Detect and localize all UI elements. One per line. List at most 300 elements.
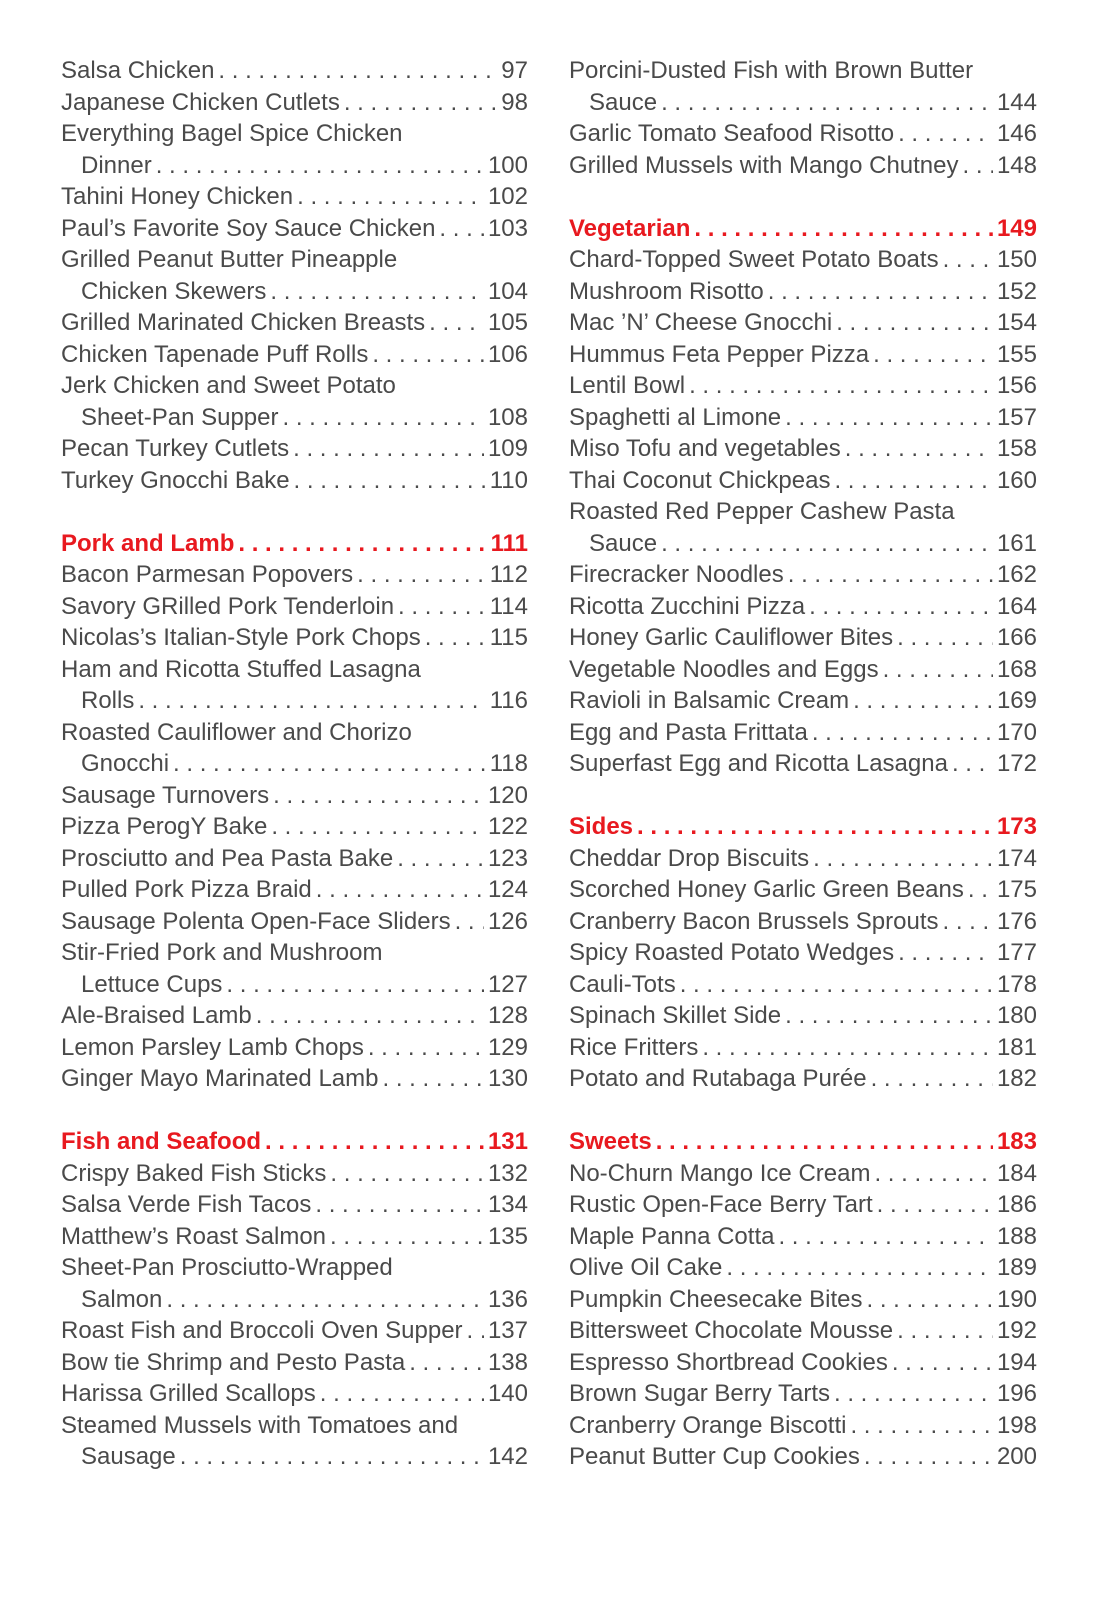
toc-entry-line (569, 1158, 1037, 1190)
dot-leader (836, 307, 993, 339)
toc-entry-title: Sides (569, 813, 634, 840)
toc-entry (569, 591, 1037, 623)
toc-entry (569, 276, 1037, 308)
page-number: 160 (996, 466, 1037, 494)
toc-entry-line (569, 1189, 1037, 1221)
page-number: 100 (487, 151, 528, 179)
toc-entry-line (569, 1378, 1037, 1410)
dot-leader (138, 685, 485, 717)
dot-leader (315, 1189, 484, 1221)
toc-entry-title: Grilled Mussels with Mango Chutney (569, 151, 959, 179)
toc-entry-title: No-Churn Mango Ice Cream (569, 1159, 871, 1187)
dot-leader (218, 55, 497, 87)
toc-entry-title: Harissa Grilled Scallops (61, 1380, 316, 1407)
page-number: 184 (996, 1159, 1037, 1187)
page-number: 156 (996, 372, 1037, 399)
page-number: 188 (996, 1222, 1037, 1250)
page-number: 182 (996, 1065, 1037, 1092)
toc-entry-line (569, 1284, 1037, 1316)
toc-entry-line (569, 906, 1037, 938)
page-number: 130 (487, 1065, 528, 1092)
dot-leader (330, 1221, 484, 1253)
toc-entry (569, 1347, 1037, 1379)
dot-leader (271, 811, 484, 843)
toc-entry-title-continued: Sauce (589, 88, 658, 116)
toc-entry-line (61, 1032, 528, 1064)
page-number: 105 (487, 309, 528, 336)
toc-entry-title: Bittersweet Chocolate Mousse (569, 1317, 894, 1344)
toc-entry-title: Ginger Mayo Marinated Lamb (61, 1065, 379, 1092)
toc-entry (61, 591, 528, 623)
toc-entry-line (569, 969, 1037, 1001)
toc-entry (61, 1252, 528, 1315)
toc-entry-line (61, 1189, 528, 1221)
toc-entry (569, 559, 1037, 591)
toc-entry-line (61, 1347, 528, 1379)
toc-entry-line (569, 717, 1037, 749)
toc-entry-line (569, 1000, 1037, 1032)
toc-entry (61, 55, 528, 87)
dot-leader (439, 213, 484, 245)
toc-entry (61, 1063, 528, 1095)
toc-entry-line (569, 370, 1037, 402)
toc-entry-title: Scorched Honey Garlic Green Beans (569, 876, 964, 903)
dot-leader (845, 433, 993, 465)
toc-entry-line (569, 591, 1037, 623)
toc-entry-title: Japanese Chicken Cutlets (61, 88, 340, 116)
toc-entry-title: Spicy Roasted Potato Wedges (569, 939, 895, 966)
dot-leader (398, 591, 486, 623)
toc-entry (569, 1284, 1037, 1316)
toc-entry-title: Hummus Feta Pepper Pizza (569, 340, 870, 368)
toc-entry-line (61, 150, 528, 182)
page-number: 192 (996, 1317, 1037, 1344)
page-number: 122 (487, 813, 528, 840)
toc-entry (61, 118, 528, 181)
toc-entry-title: Spaghetti al Limone (569, 403, 782, 431)
toc-entry (61, 1410, 528, 1473)
toc-entry-title: Salsa Verde Fish Tacos (61, 1191, 312, 1218)
toc-entry-title: Vegetable Noodles and Eggs (569, 655, 879, 683)
page-number: 146 (996, 120, 1037, 147)
toc-entry (569, 150, 1037, 182)
toc-entry-title: Jerk Chicken and Sweet Potato (61, 372, 396, 399)
toc-entry-line (61, 465, 528, 497)
page-number: 112 (489, 561, 528, 588)
toc-entry-line (61, 1441, 528, 1473)
page-number: 161 (996, 529, 1037, 557)
page-number: 135 (487, 1222, 528, 1250)
toc-entry-line (61, 1221, 528, 1253)
dot-leader (455, 906, 484, 938)
page-number: 142 (487, 1443, 528, 1470)
section-heading-vegetarian (569, 213, 1037, 245)
toc-entry (61, 465, 528, 497)
page-number: 196 (996, 1380, 1037, 1407)
toc-entry-line (569, 1410, 1037, 1442)
toc-entry-line (61, 402, 528, 434)
toc-entry (61, 622, 528, 654)
toc-entry-title: Espresso Shortbread Cookies (569, 1348, 888, 1376)
page-number: 172 (996, 750, 1037, 777)
toc-entry (61, 780, 528, 812)
dot-leader (853, 685, 993, 717)
page-number: 140 (487, 1380, 528, 1407)
dot-leader (273, 780, 484, 812)
dot-leader (294, 465, 486, 497)
toc-entry-line (569, 87, 1037, 119)
page-number: 175 (996, 876, 1037, 903)
toc-entry-line (569, 1221, 1037, 1253)
toc-entry (569, 1221, 1037, 1253)
toc-entry-title: Pizza PerogY Bake (61, 813, 268, 840)
toc-entry-line (61, 748, 528, 780)
page-number: 123 (487, 844, 528, 872)
toc-entry (569, 1441, 1037, 1473)
toc-entry-line (61, 1315, 528, 1347)
dot-leader (297, 181, 484, 213)
toc-entry-title: Bow tie Shrimp and Pesto Pasta (61, 1348, 406, 1376)
toc-entry-title: Everything Bagel Spice Chicken (61, 120, 403, 147)
toc-entry-title: Cauli-Tots (569, 970, 676, 998)
toc-entry-title-continued: Lettuce Cups (81, 970, 223, 998)
toc-entry-line (61, 55, 528, 87)
toc-entry (61, 1032, 528, 1064)
page-number: 114 (489, 592, 528, 620)
page-number: 124 (487, 876, 528, 903)
toc-entry-title: Sausage Turnovers (61, 781, 270, 809)
page-number: 131 (487, 1128, 528, 1155)
toc-entry-line (569, 213, 1037, 245)
dot-leader (778, 1221, 992, 1253)
dot-leader (963, 150, 993, 182)
toc-entry (569, 654, 1037, 686)
page-number: 132 (487, 1159, 528, 1187)
page-number: 173 (996, 813, 1037, 840)
dot-leader (156, 150, 484, 182)
toc-entry-line (61, 969, 528, 1001)
toc-entry-line (61, 622, 528, 654)
page-number: 106 (487, 340, 528, 368)
dot-leader (368, 1032, 484, 1064)
dot-leader (429, 307, 484, 339)
page-number: 148 (996, 151, 1037, 179)
toc-entry-line (61, 276, 528, 308)
toc-entry-title: Pulled Pork Pizza Braid (61, 876, 312, 903)
dot-leader (226, 969, 484, 1001)
page-number: 111 (490, 529, 528, 557)
dot-leader (661, 87, 993, 119)
toc-entry-line (61, 213, 528, 245)
page-number: 103 (487, 214, 528, 242)
toc-entry (61, 87, 528, 119)
toc-entry (569, 307, 1037, 339)
toc-entry (569, 244, 1037, 276)
toc-entry-line (61, 1063, 528, 1095)
toc-entry-title: Garlic Tomato Seafood Risotto (569, 120, 895, 147)
toc-entry (61, 811, 528, 843)
dot-leader (270, 276, 484, 308)
toc-entry-line (569, 244, 1037, 276)
toc-entry-title: Chicken Tapenade Puff Rolls (61, 340, 369, 368)
toc-entry-line (61, 874, 528, 906)
page-number: 116 (489, 687, 528, 714)
dot-leader (265, 1126, 484, 1158)
toc-entry-line (569, 307, 1037, 339)
page-number: 115 (489, 624, 528, 651)
page-number: 129 (487, 1033, 528, 1061)
toc-entry-line (569, 622, 1037, 654)
toc-entry-title: Olive Oil Cake (569, 1254, 723, 1281)
toc-entry-title: Cranberry Bacon Brussels Sprouts (569, 907, 939, 935)
toc-entry-title: Stir-Fried Pork and Mushroom (61, 939, 383, 966)
toc-entry-title: Sweets (569, 1128, 652, 1155)
toc-entry-line (569, 339, 1037, 371)
dot-leader (656, 1126, 993, 1158)
dot-leader (864, 1441, 993, 1473)
toc-entry-line (569, 1032, 1037, 1064)
page-number: 194 (996, 1348, 1037, 1376)
page-number: 178 (996, 970, 1037, 998)
toc-entry-line (569, 1252, 1037, 1284)
toc-entry (569, 1378, 1037, 1410)
toc-entry-title: Vegetarian (569, 214, 691, 242)
toc-entry-title: Rice Fritters (569, 1033, 699, 1061)
page-number: 198 (996, 1411, 1037, 1439)
toc-entry (569, 433, 1037, 465)
dot-leader (871, 1063, 993, 1095)
toc-entry-line (569, 748, 1037, 780)
toc-entry-title: Brown Sugar Berry Tarts (569, 1380, 830, 1407)
toc-entry-line (569, 1315, 1037, 1347)
toc-entry-line (61, 811, 528, 843)
toc-entry-line (569, 150, 1037, 182)
dot-leader (293, 433, 484, 465)
toc-entry (569, 1315, 1037, 1347)
toc-entry (569, 622, 1037, 654)
page-number: 189 (996, 1254, 1037, 1281)
toc-entry-line (569, 654, 1037, 686)
toc-entry-title: Savory GRilled Pork Tenderloin (61, 592, 395, 620)
toc-entry-title-continued: Dinner (81, 151, 152, 179)
page-number: 162 (996, 561, 1037, 588)
toc-entry-title: Nicolas’s Italian-Style Pork Chops (61, 624, 421, 651)
page-number: 183 (996, 1128, 1037, 1155)
dot-leader (180, 1441, 484, 1473)
toc-entry-title: Ham and Ricotta Stuffed Lasagna (61, 655, 421, 683)
toc-entry-title: Mushroom Risotto (569, 277, 764, 305)
dot-leader (467, 1315, 484, 1347)
toc-entry (569, 402, 1037, 434)
toc-entry-title: Egg and Pasta Frittata (569, 718, 808, 746)
page-number: 152 (996, 277, 1037, 305)
toc-entry (569, 843, 1037, 875)
page-number: 118 (489, 750, 528, 777)
dot-leader (238, 528, 486, 560)
dot-leader (282, 402, 483, 434)
page-number: 128 (487, 1002, 528, 1029)
toc-entry-title: Lentil Bowl (569, 372, 686, 399)
dot-leader (768, 276, 993, 308)
page-number: 109 (487, 435, 528, 462)
toc-entry-title: Honey Garlic Cauliflower Bites (569, 624, 894, 651)
dot-leader (397, 843, 484, 875)
toc-entry-title: Cheddar Drop Biscuits (569, 844, 810, 872)
page-number: 134 (487, 1191, 528, 1218)
toc-entry-title: Matthew’s Roast Salmon (61, 1222, 327, 1250)
toc-entry-line (61, 181, 528, 213)
toc-entry-title: Superfast Egg and Ricotta Lasagna (569, 750, 948, 777)
dot-leader (166, 1284, 484, 1316)
dot-leader (694, 213, 993, 245)
toc-entry (61, 906, 528, 938)
toc-entry-title: Thai Coconut Chickpeas (569, 466, 831, 494)
toc-entry-title-continued: Sausage (81, 1443, 176, 1470)
toc-entry-line (569, 937, 1037, 969)
dot-leader (892, 1347, 993, 1379)
dot-leader (372, 339, 484, 371)
toc-entry-title-continued: Chicken Skewers (81, 277, 267, 305)
section-heading-sides (569, 811, 1037, 843)
toc-entry (61, 1189, 528, 1221)
toc-entry-line (61, 307, 528, 339)
page-number: 186 (996, 1191, 1037, 1218)
page-number: 154 (996, 309, 1037, 336)
dot-leader (898, 937, 993, 969)
dot-leader (637, 811, 993, 843)
toc-entry-line (569, 118, 1037, 150)
toc-entry-title-continued: Salmon (81, 1285, 163, 1313)
dot-leader (883, 654, 993, 686)
section-heading-sweets (569, 1126, 1037, 1158)
toc-entry (61, 717, 528, 780)
toc-entry-line (569, 1441, 1037, 1473)
toc-entry-line (61, 87, 528, 119)
dot-leader (877, 1189, 993, 1221)
toc-entry (569, 118, 1037, 150)
toc-entry (569, 1000, 1037, 1032)
toc-entry-line (569, 433, 1037, 465)
toc-entry-line (569, 843, 1037, 875)
toc-entry (569, 496, 1037, 559)
toc-entry (569, 370, 1037, 402)
toc-entry (569, 969, 1037, 1001)
page-number: 110 (489, 466, 528, 494)
toc-entry-title: Pecan Turkey Cutlets (61, 435, 290, 462)
toc-entry-title: Sausage Polenta Open-Face Sliders (61, 907, 451, 935)
section-heading-fish-and-seafood (61, 1126, 528, 1158)
page-number: 102 (487, 183, 528, 210)
page-number: 181 (996, 1033, 1037, 1061)
dot-leader (834, 465, 992, 497)
toc-entry-title: Ale-Braised Lamb (61, 1002, 252, 1029)
page-number: 170 (996, 718, 1037, 746)
section-heading-pork-and-lamb (61, 528, 528, 560)
toc-entry (61, 181, 528, 213)
page-number: 169 (996, 687, 1037, 714)
toc-entry (61, 339, 528, 371)
page-number: 137 (487, 1317, 528, 1344)
dot-leader (316, 874, 484, 906)
dot-leader (320, 1378, 484, 1410)
page-number: 97 (501, 57, 528, 84)
toc-entry-line (61, 906, 528, 938)
toc-entry-line (569, 559, 1037, 591)
toc-entry (61, 1315, 528, 1347)
toc-entry-title: Miso Tofu and vegetables (569, 435, 841, 462)
dot-leader (344, 87, 497, 119)
toc-entry (61, 937, 528, 1000)
toc-entry-line (569, 528, 1037, 560)
page-number: 108 (487, 403, 528, 431)
dot-leader (256, 1000, 484, 1032)
toc-entry-title: Prosciutto and Pea Pasta Bake (61, 844, 394, 872)
dot-leader (809, 591, 993, 623)
dot-leader (874, 1158, 993, 1190)
toc-entry-title: Roast Fish and Broccoli Oven Supper (61, 1317, 463, 1344)
toc-entry-title: Spinach Skillet Side (569, 1002, 782, 1029)
toc-entry-line (61, 1284, 528, 1316)
toc-entry (569, 874, 1037, 906)
toc-entry (569, 717, 1037, 749)
toc-entry-line (569, 276, 1037, 308)
page-number: 157 (996, 403, 1037, 431)
dot-leader (968, 874, 993, 906)
dot-leader (873, 339, 993, 371)
page-number: 177 (996, 939, 1037, 966)
page-number: 164 (996, 592, 1037, 620)
toc-entry-title: Mac ’N’ Cheese Gnocchi (569, 309, 833, 336)
dot-leader (785, 1000, 993, 1032)
toc-entry-title: Potato and Rutabaga Purée (569, 1065, 867, 1092)
dot-leader (897, 1315, 993, 1347)
dot-leader (726, 1252, 993, 1284)
dot-leader (409, 1347, 484, 1379)
toc-entry-line (61, 339, 528, 371)
toc-entry-title: Grilled Marinated Chicken Breasts (61, 309, 426, 336)
toc-column-left (61, 55, 528, 1473)
toc-entry (569, 1410, 1037, 1442)
page-number: 158 (996, 435, 1037, 462)
toc-entry (61, 370, 528, 433)
page-number: 166 (996, 624, 1037, 651)
page-number: 104 (487, 277, 528, 305)
toc-entry (569, 465, 1037, 497)
dot-leader (702, 1032, 993, 1064)
toc-entry (61, 559, 528, 591)
toc-entry-line (61, 1378, 528, 1410)
toc-entry (61, 244, 528, 307)
page-number: 168 (996, 655, 1037, 683)
dot-leader (834, 1378, 993, 1410)
dot-leader (943, 906, 993, 938)
toc-entry (569, 1032, 1037, 1064)
toc-entry (61, 1347, 528, 1379)
dot-leader (850, 1410, 993, 1442)
toc-entry (569, 906, 1037, 938)
toc-entry (61, 843, 528, 875)
toc-entry-line (61, 1000, 528, 1032)
toc-entry-title: Tahini Honey Chicken (61, 183, 294, 210)
toc-entry-title-continued: Sheet-Pan Supper (81, 403, 279, 431)
dot-leader (689, 370, 993, 402)
toc-entry-title: Grilled Peanut Butter Pineapple (61, 246, 398, 273)
toc-entry-line (61, 528, 528, 560)
toc-entry (569, 1189, 1037, 1221)
toc-entry-title: Chard-Topped Sweet Potato Boats (569, 246, 939, 273)
dot-leader (382, 1063, 483, 1095)
toc-entry (569, 748, 1037, 780)
